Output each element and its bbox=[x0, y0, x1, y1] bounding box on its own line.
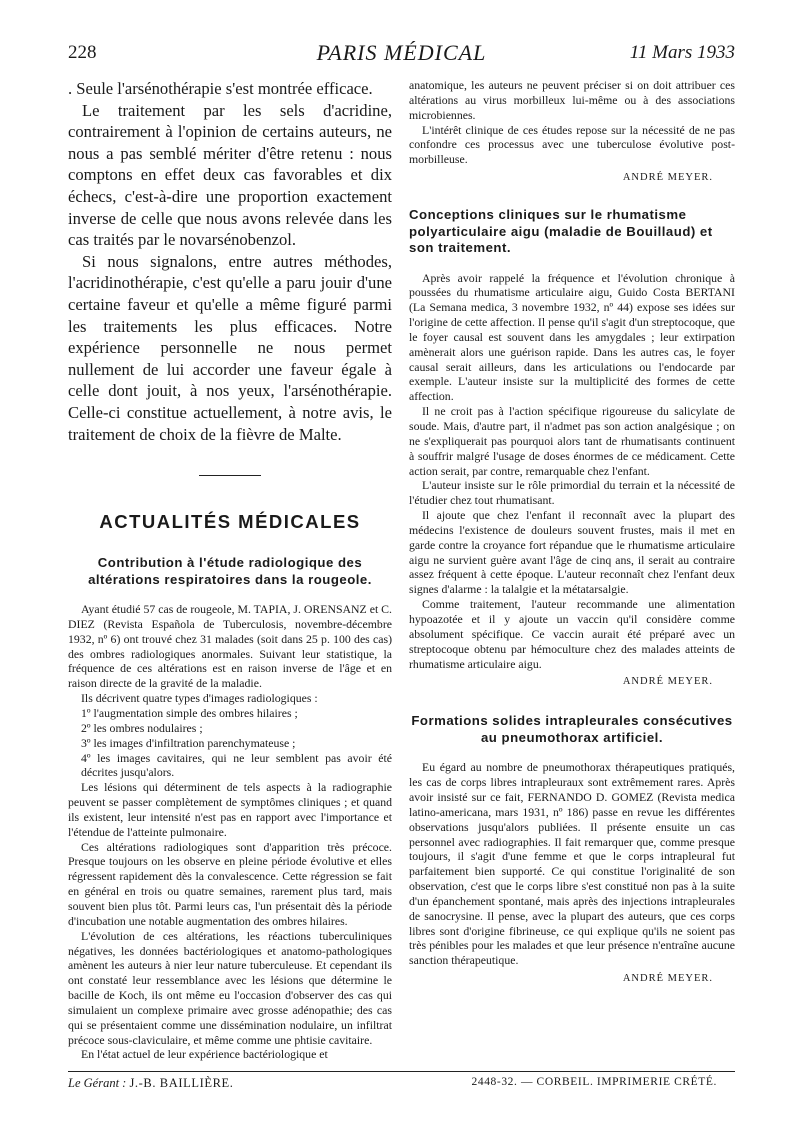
intro-paragraph: Si nous signalons, entre autres méthodes, l'acridinothérapie, c'est qu'elle a paru jouir d'une certaine faveur et qu'elle a même figuré parmi les traitements les plus efficaces. Notre expérience personnelle ne nous permet nullement de lui accorder une faveur égale à celle dont jouit, à nos yeux, l'arsénothérapie. Celle-ci constitue actuellement, à notre avis, le traitement de choix de la fièvre de Malte. bbox=[68, 251, 392, 444]
article-paragraph: Eu égard au nombre de pneumothorax thérapeutiques pratiqués, les cas de corps libres intrapleuraux sont extrêmement rares. Après avoir insisté sur ce fait, FERNANDO D. GOMEZ (Revista medica latino-americana, mars 1931, nº 186) passe en revue les différentes observations jusqu'alors publiées. Il présente ensuite un cas personnel avec radiographies. Il fait remarquer que, comme presque toujours, il s'agit d'une femme et que le corps intrapleural fut parfaitement bien supporté. Ce qui constitue l'originalité de son observation, c'est que le corps libre s'est constitué non pas à la suite d'un épanchement spontané, mais après des injections intrapleurales de sanocrysine. Il pense, avec la plupart des auteurs, que ces corps libres sont d'origine fibrineuse, ce qui explique qu'ils ne soient pas très pénibles pour les malades et que leur présence n'entraîne aucune sanction thérapeutique. bbox=[409, 760, 735, 968]
signature: ANDRÉ MEYER. bbox=[622, 973, 713, 985]
article-body bbox=[409, 78, 735, 167]
article-paragraph: Ayant étudié 57 cas de rougeole, M. TAPIA, J. ORENSANZ et C. DIEZ (Revista Española de Tuberculosis, novembre-décembre 1932, nº 6) ont trouvé chez 31 malades (soit dans 25 p. 100 des cas) des ombres radiologiques anormales. Suivant leur statistique, la fréquence de ces altérations est en raison inverse de l'âge et en raison directe de la gravité de la maladie. bbox=[68, 602, 392, 691]
article-paragraph: anatomique, les auteurs ne peuvent préciser si on doit attribuer ces altérations au virus morbilleux lui-même ou à des associations microbiennes. bbox=[409, 78, 735, 122]
article-paragraph: L'intérêt clinique de ces études repose sur la nécessité de ne pas confondre ces processus avec une tuberculose évolutive post-morbilleuse. bbox=[409, 122, 735, 167]
article-title: Contribution à l'étude radiologique des altérations respiratoires dans la rougeole. bbox=[88, 555, 372, 587]
intro-paragraph: Le traitement par les sels d'acridine, contrairement à l'opinion de certains auteurs, ne nous a pas semblé mériter d'être retenu : nous comptons en effet deux cas favorables et dix échecs, c'est-à-dire une proportion exactement inverse de celle que nous avons relevée dans les cas traités par le novarsénobenzol. bbox=[68, 100, 392, 250]
article-paragraph: Les lésions qui déterminent de tels aspects à la radiographie peuvent se passer complètement de symptômes cliniques ; et quand ils existent, leur intensité n'est pas en rapport avec l'importance et l'étendue de l'atteinte pulmonaire. bbox=[68, 780, 392, 839]
list-item: 4º les images cavitaires, qui ne leur semblent pas avoir été décrites jusqu'alors. bbox=[81, 750, 392, 780]
left-column bbox=[68, 78, 392, 1062]
article-body bbox=[409, 760, 735, 968]
intro-paragraph: . Seule l'arsénothérapie s'est montrée efficace. bbox=[68, 79, 373, 98]
article-title: Formations solides intrapleurales consécutives au pneumothorax artificiel. bbox=[411, 713, 733, 745]
gerant-label: Le Gérant : bbox=[68, 1076, 127, 1090]
gerant-name: J.-B. BAILLIÈRE. bbox=[129, 1076, 234, 1090]
page-number: 228 bbox=[68, 42, 97, 63]
article-paragraph: Ils décrivent quatre types d'images radiologiques : bbox=[81, 691, 318, 706]
article-paragraph: L'auteur insiste sur le rôle primordial du terrain et la nécessité de l'étudier chez tout rhumatisant. bbox=[409, 478, 735, 508]
signature: ANDRÉ MEYER. bbox=[622, 172, 713, 184]
article-title: Conceptions cliniques sur le rhumatisme polyarticulaire aigu (maladie de Bouillaud) et son traitement. bbox=[409, 207, 713, 256]
article-paragraph: Après avoir rappelé la fréquence et l'évolution chronique à poussées du rhumatisme articulaire aigu, Guido Costa BERTANI (La Semana medica, 3 novembre 1932, nº 44) expose ses idées sur l'origine de cette affection. Il pense qu'il s'agit d'un streptocoque, que le foyer causal est souvent dans les amygdales ; leur extirpation amènerait alors une guérison rapide. Dans les autres cas, le foyer causal serait ailleurs, dans les articulations ou l'endocarde par exemple. L'auteur insiste sur la multiplicité des formes de cette affection. bbox=[409, 270, 735, 404]
signature: ANDRÉ MEYER. bbox=[622, 676, 713, 688]
footer-rule bbox=[68, 1071, 735, 1072]
printer-line: 2448-32. — CORBEIL. IMPRIMERIE CRÉTÉ. bbox=[471, 1076, 717, 1088]
article-paragraph: L'évolution de ces altérations, les réactions tuberculiniques négatives, les données bactériologiques et anatomo-pathologiques amènent les auteurs à nier leur nature tuberculeuse. Et cependant ils ont constaté leur ressemblance avec les lésions que détermine le bacille de Koch, ils ont même eu l'occasion d'observer des cas qui simulaient un complexe primaire avec grosse adénopathie; des cas qui se présentaient comme une dissémination nodulaire, un infiltrat précoce sous-claviculaire, et même comme une phtisie cavitaire. bbox=[68, 928, 392, 1047]
article-paragraph: Ces altérations radiologiques sont d'apparition très précoce. Presque toujours on les observe en pleine période évolutive et elles régressent rapidement dès la convalescence. Cette régression se fait en général en trois ou quatre semaines, rarement plus tard, mais souvent bien plus tôt. Parmi leurs cas, l'un présentait dès la période d'incubation une notable augmentation des ombres hilaires. bbox=[68, 839, 392, 928]
list-item: 2º les ombres nodulaires ; bbox=[81, 720, 203, 735]
issue-date: 11 Mars 1933 bbox=[629, 42, 735, 63]
page-footer bbox=[68, 1076, 735, 1096]
section-title: ACTUALITÉS MÉDICALES bbox=[99, 511, 361, 533]
article-paragraph: Comme traitement, l'auteur recommande une alimentation hypoazotée et il y ajoute un vaccin qu'il considère comme absolument spécifique. Ce vaccin aurait été préparé avec un streptocoque obtenu par hémoculture chez des malades atteints de rhumatisme articulaire aigu. bbox=[409, 597, 735, 671]
list-item: 3º les images d'infiltration parenchymateuse ; bbox=[81, 735, 296, 750]
list-item: 1º l'augmentation simple des ombres hilaires ; bbox=[81, 706, 298, 720]
article-paragraph: Il ajoute que chez l'enfant il reconnaît avec la plupart des médecins l'existence de douleurs souvent frustes, mais il met en garde contre la croyance fort répandue que le rhumatisme articulaire aigu ne survient guère avant l'âge de cinq ans, il serait au contraire assez fréquent à cette époque. L'auteur reconnaît chez l'enfant deux signes d'alarme : la talalgie et la métatarsalgie. bbox=[409, 508, 735, 597]
journal-title: PARIS MÉDICAL bbox=[316, 40, 487, 65]
gerant bbox=[68, 1076, 234, 1091]
intro-text bbox=[68, 78, 392, 445]
article-paragraph: En l'état actuel de leur expérience bactériologique et bbox=[81, 1047, 328, 1062]
article-body bbox=[409, 271, 735, 672]
article-body bbox=[68, 602, 392, 1062]
right-column bbox=[409, 78, 735, 984]
article-paragraph: Il ne croit pas à l'action spécifique rigoureuse du salicylate de soude. Mais, d'autre part, il n'admet pas son action analgésique ; on ne s'expliquerait pas pourquoi alors tant de rhumatisants continuent à souffrir malgré l'usage de doses énormes de ce médicament. Cette action serait, par contre, remarquable chez l'enfant. bbox=[409, 404, 735, 478]
page-header bbox=[68, 40, 735, 70]
